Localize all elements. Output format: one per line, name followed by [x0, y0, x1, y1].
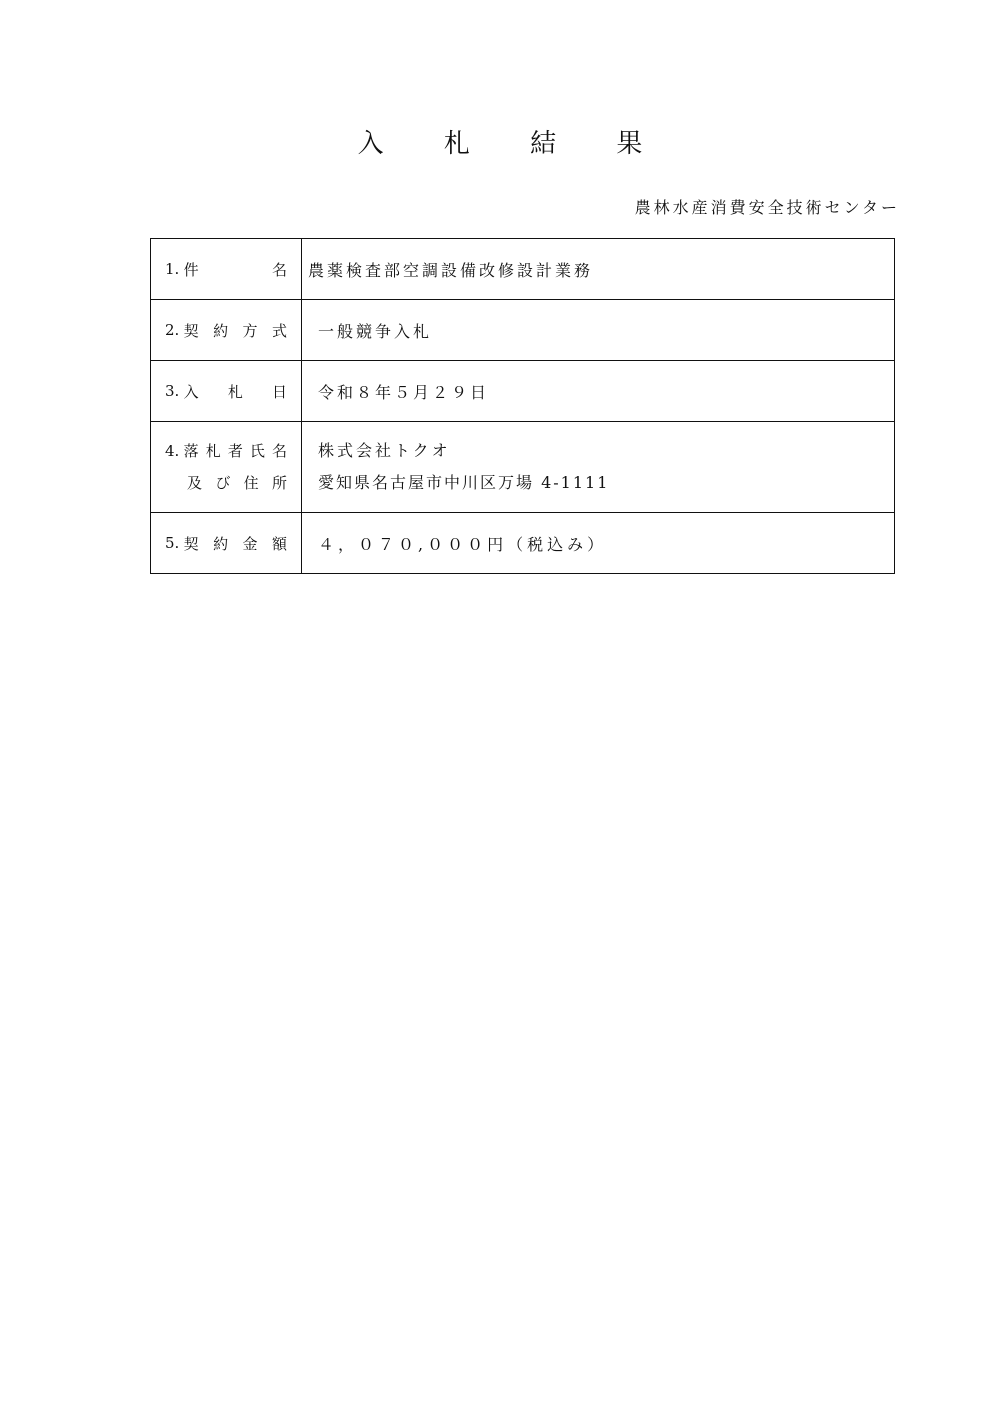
- row-label: 契約方式: [183, 321, 287, 340]
- row-number: 1.: [165, 260, 180, 278]
- row-number: 3.: [165, 382, 180, 400]
- winning-bidder-address: 愛知県名古屋市中川区万場 4-1111: [318, 473, 610, 492]
- row-label: 契約金額: [183, 534, 287, 553]
- table-row: [151, 422, 895, 513]
- bid-date: 令和８年５月２９日: [318, 382, 490, 402]
- row-number: 2.: [165, 321, 180, 339]
- winning-bidder-name: 株式会社トクオ: [318, 441, 451, 460]
- table-row: [151, 239, 895, 300]
- row-label: 件 名: [183, 260, 287, 279]
- table-row: [151, 361, 895, 422]
- document-title: 入 札 結 果: [357, 129, 669, 159]
- project-name: 農薬検査部空調設備改修設計業務: [308, 260, 594, 280]
- row-value-cell: [302, 300, 895, 361]
- row-label-cell: [151, 513, 302, 574]
- contract-method: 一般競争入札: [318, 321, 433, 341]
- bid-results-table: [150, 238, 895, 574]
- row-number: 4.: [165, 442, 180, 460]
- row-value-cell: [302, 361, 895, 422]
- table-row: [151, 513, 895, 574]
- row-label: 入 札 日: [183, 382, 287, 401]
- row-label-cell: [151, 361, 302, 422]
- table-row: [151, 300, 895, 361]
- row-value-cell: [302, 239, 895, 300]
- row-value-cell: [302, 513, 895, 574]
- row-value-cell: [302, 422, 895, 513]
- contract-amount: ４，０７０,０００円（税込み）: [318, 534, 608, 554]
- row-label-cell: [151, 422, 302, 513]
- row-label-cell: [151, 300, 302, 361]
- organization-name: 農林水産消費安全技術センター: [634, 198, 900, 217]
- row-label-cell: [151, 239, 302, 300]
- row-label: 落札者氏名: [183, 442, 287, 460]
- row-number: 5.: [165, 534, 180, 552]
- row-label-line2: 及び住所: [187, 474, 287, 492]
